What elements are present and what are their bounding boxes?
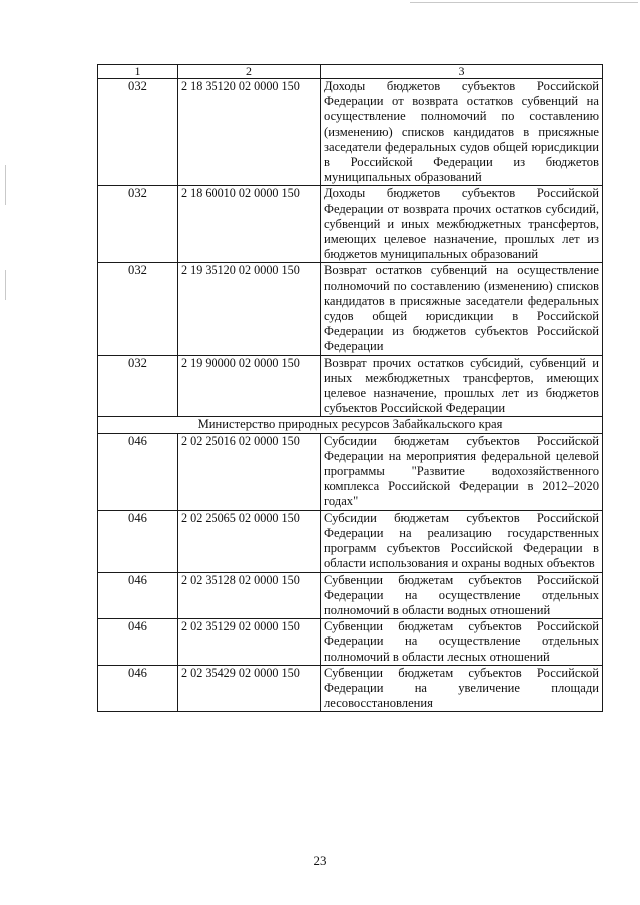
table-header-row xyxy=(98,65,603,79)
section-heading-row xyxy=(98,417,603,433)
admin-code-cell: 032 xyxy=(98,355,178,417)
admin-code-cell: 046 xyxy=(98,665,178,712)
column-header-3: 3 xyxy=(321,65,603,79)
kbk-code-cell: 2 19 35120 02 0000 150 xyxy=(178,263,321,355)
description-cell: Доходы бюджетов субъектов Российской Федерации от возврата прочих остатков субсидий, субвенций и иных межбюджетных трансфертов, имеющих целевое назначение, прошлых лет из бюджетов муниципальных образований xyxy=(321,186,603,263)
scan-artifact-top-line xyxy=(410,2,638,3)
budget-classification-table xyxy=(97,64,603,712)
table-row xyxy=(98,510,603,572)
kbk-code-cell: 2 18 35120 02 0000 150 xyxy=(178,79,321,186)
description-cell: Возврат остатков субвенций на осуществление полномочий по составлению (изменению) списков кандидатов в присяжные заседатели федеральных судов общей юрисдикции в Российской Федерации из бюджетов субъектов Российской Федерации xyxy=(321,263,603,355)
description-cell: Субсидии бюджетам субъектов Российской Федерации на реализацию государственных программ субъектов Российской Федерации в области использования и охраны водных объектов xyxy=(321,510,603,572)
section-heading: Министерство природных ресурсов Забайкальского края xyxy=(98,417,603,433)
admin-code-cell: 032 xyxy=(98,79,178,186)
description-cell: Субвенции бюджетам субъектов Российской Федерации на увеличение площади лесовосстановления xyxy=(321,665,603,712)
column-header-2: 2 xyxy=(178,65,321,79)
kbk-code-cell: 2 18 60010 02 0000 150 xyxy=(178,186,321,263)
table-row xyxy=(98,665,603,712)
kbk-code-cell: 2 02 35129 02 0000 150 xyxy=(178,619,321,666)
admin-code-cell: 046 xyxy=(98,510,178,572)
admin-code-cell: 032 xyxy=(98,186,178,263)
column-header-1: 1 xyxy=(98,65,178,79)
admin-code-cell: 032 xyxy=(98,263,178,355)
table-row xyxy=(98,355,603,417)
table-row xyxy=(98,79,603,186)
table-row xyxy=(98,263,603,355)
table-row xyxy=(98,186,603,263)
page-number: 23 xyxy=(313,853,327,868)
kbk-code-cell: 2 02 25065 02 0000 150 xyxy=(178,510,321,572)
description-cell: Субсидии бюджетам субъектов Российской Федерации на мероприятия федеральной целевой программы "Развитие водохозяйственного комплекса Российской Федерации в 2012–2020 годах" xyxy=(321,433,603,510)
description-cell: Доходы бюджетов субъектов Российской Федерации от возврата остатков субвенций на осуществление полномочий по составлению (изменению) списков кандидатов в присяжные заседатели федеральных судов общей юрисдикции в Российской Федерации из бюджетов муниципальных образований xyxy=(321,79,603,186)
admin-code-cell: 046 xyxy=(98,433,178,510)
description-cell: Субвенции бюджетам субъектов Российской Федерации на осуществление отдельных полномочий в области лесных отношений xyxy=(321,619,603,666)
kbk-code-cell: 2 02 25016 02 0000 150 xyxy=(178,433,321,510)
description-cell: Субвенции бюджетам субъектов Российской Федерации на осуществление отдельных полномочий в области водных отношений xyxy=(321,572,603,619)
table-row xyxy=(98,619,603,666)
table-row xyxy=(98,433,603,510)
kbk-code-cell: 2 02 35429 02 0000 150 xyxy=(178,665,321,712)
admin-code-cell: 046 xyxy=(98,572,178,619)
admin-code-cell: 046 xyxy=(98,619,178,666)
scan-artifact-left-mark-2 xyxy=(5,270,6,300)
description-cell: Возврат прочих остатков субсидий, субвенций и иных межбюджетных трансфертов, имеющих целевое назначение, прошлых лет из бюджетов субъектов Российской Федерации xyxy=(321,355,603,417)
table-row xyxy=(98,572,603,619)
kbk-code-cell: 2 19 90000 02 0000 150 xyxy=(178,355,321,417)
scan-artifact-left-mark xyxy=(5,165,6,205)
kbk-code-cell: 2 02 35128 02 0000 150 xyxy=(178,572,321,619)
